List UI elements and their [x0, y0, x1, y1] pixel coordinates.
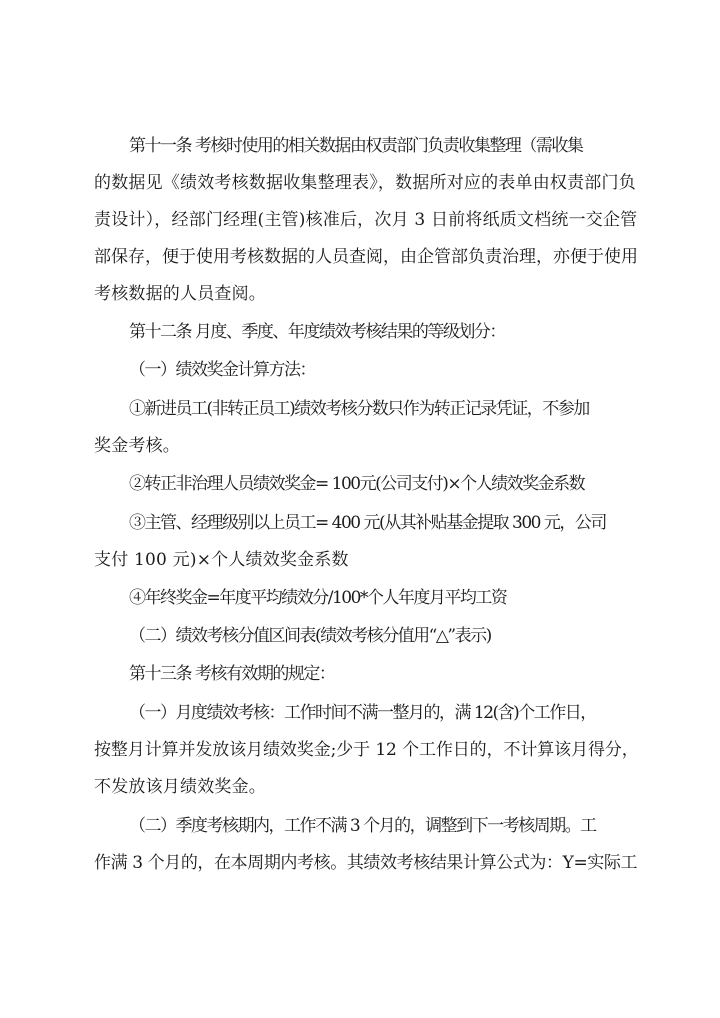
rule-1-line-2: 奖金考核。: [94, 436, 180, 456]
article-12-heading: 第十二条 月度、季度、年度绩效考核结果的等级划分：: [129, 322, 505, 342]
rule-4-line: ④年终奖金=年度平均绩效分/100*个人年度月平均工资: [129, 588, 507, 608]
monthly-rule-line-3: 不发放该月绩效奖金。: [94, 777, 266, 797]
article-11-line-3: 责设计），经部门经理(主管)核准后，次月 3 日前将纸质文档统一交企管: [94, 210, 638, 230]
rule-1-line-1: ①新进员工(非转正员工)绩效考核分数只作为转正记录凭证，不参加: [129, 399, 589, 419]
article-11-line-4: 部保存，便于使用考核数据的人员查阅，由企管部负责治理，亦便于使用: [94, 247, 638, 267]
rule-3-line-2: 支付 100 元)×个人绩效奖金系数: [94, 550, 349, 570]
quarterly-rule-line-1: （二）季度考核期内，工作不满 3 个月的，调整到下一考核周期。工: [129, 816, 596, 836]
score-range-heading: （二）绩效考核分值区间表(绩效考核分值用“△”表示): [129, 626, 491, 646]
monthly-rule-line-1: （一）月度绩效考核：工作时间不满一整月的，满 12(含)个工作日，: [129, 703, 596, 723]
article-11-line-1: 第十一条 考核时使用的相关数据由权责部门负责收集整理（需收集: [129, 136, 583, 156]
article-11-line-2: 的数据见《绩效考核数据收集整理表》，数据所对应的表单由权责部门负: [94, 173, 636, 193]
monthly-rule-line-2: 按整月计算并发放该月绩效奖金;少于 12 个工作日的，不计算该月得分，: [94, 740, 639, 760]
article-13-heading: 第十三条 考核有效期的规定：: [129, 664, 335, 684]
bonus-method-heading: （一）绩效奖金计算方法：: [129, 360, 315, 380]
rule-3-line-1: ③主管、经理级别以上员工= 400 元(从其补贴基金提取 300 元，公司: [129, 513, 606, 533]
quarterly-rule-line-2: 作满 3 个月的，在本周期内考核。其绩效考核结果计算公式为：Y=实际工: [94, 853, 638, 873]
article-11-line-5: 考核数据的人员查阅。: [94, 284, 266, 304]
rule-2-line: ②转正非治理人员绩效奖金= 100元(公司支付)×个人绩效奖金系数: [129, 474, 585, 494]
